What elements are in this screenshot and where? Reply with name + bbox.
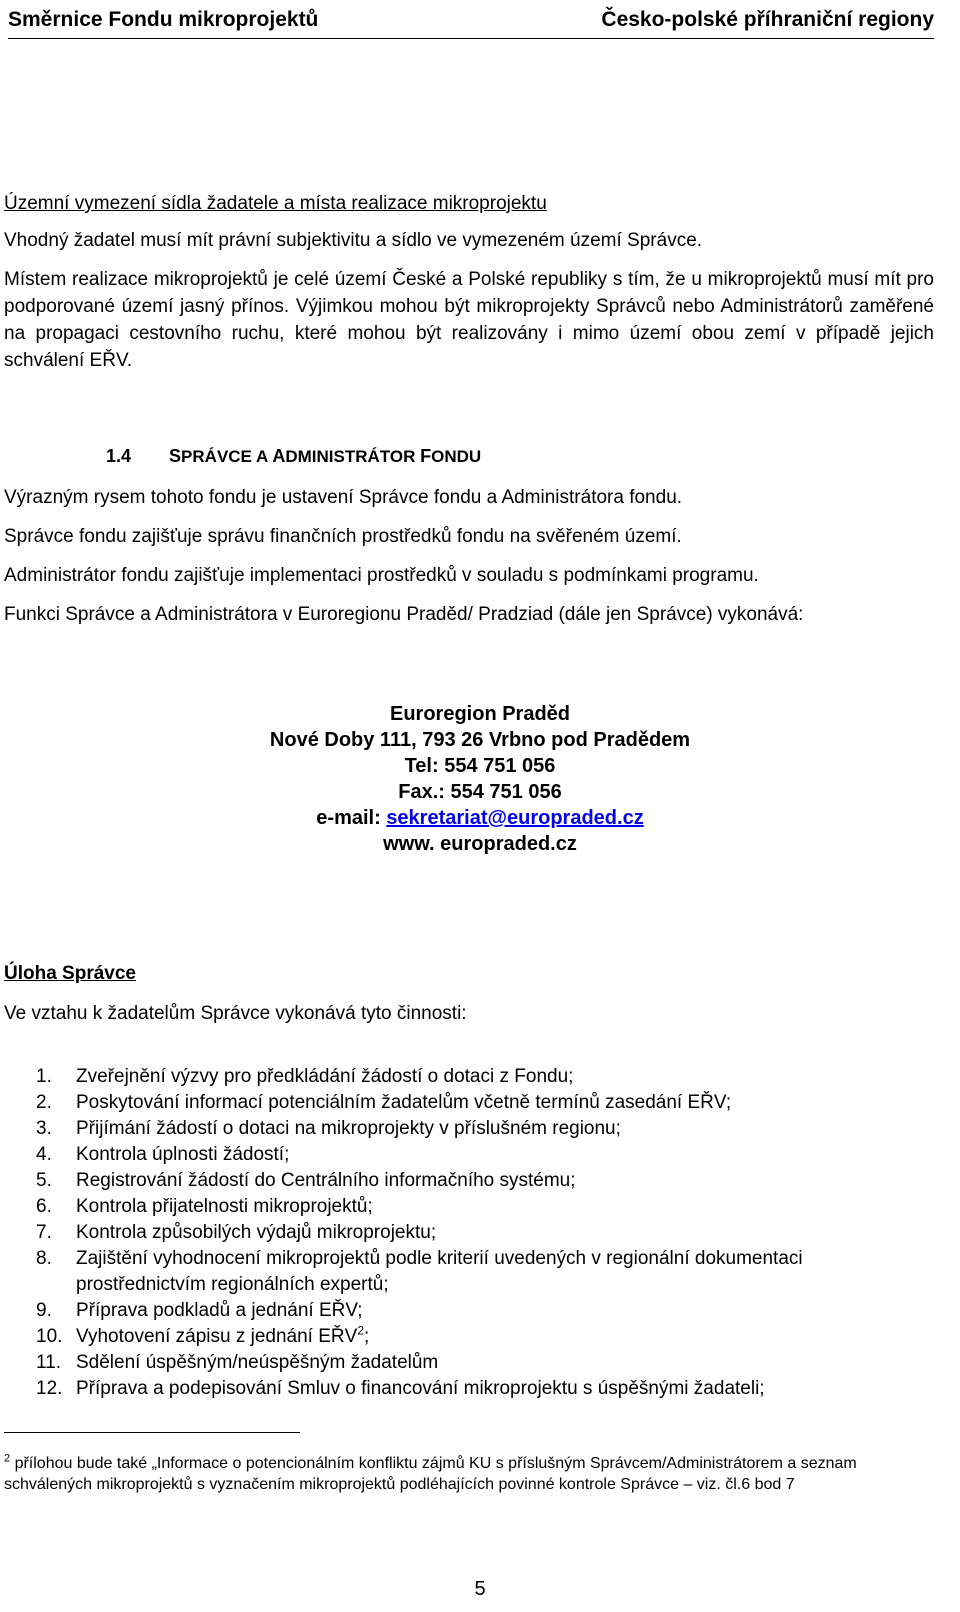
address-tel: Tel: 554 751 056 [404,755,556,777]
task-number: 5. [36,1170,52,1191]
task-text: Přijímání žádostí o dotaci na mikroprojekty v příslušném regionu; [76,1118,621,1139]
footnote-reference: 2 [357,1323,364,1338]
task-text: Zveřejnění výzvy pro předkládání žádostí o dotaci z Fondu; [76,1066,574,1087]
task-list-item [36,1168,930,1194]
body-paragraph-1: Výrazným rysem tohoto fondu je ustavení Správce fondu a Administrátora fondu. [4,487,683,508]
page-header [8,2,934,39]
task-list-item [36,1064,930,1090]
address-street: Nové Doby 111, 793 26 Vrbno pod Pradědem [269,729,691,751]
territory-paragraph-1: Vhodný žadatel musí mít právní subjektivitu a sídlo ve vymezeném území Správce. [4,230,703,251]
task-text: Registrování žádostí do Centrálního informačního systému; [76,1170,576,1191]
email-link[interactable]: sekretariat@europraded.cz [386,807,644,829]
address-email-line: e-mail: sekretariat@europraded.cz [316,807,644,829]
task-text: Poskytování informací potenciálním žadatelům včetně termínů zasedání EŘV; [76,1092,732,1113]
footnote [4,1453,930,1495]
section-heading: 1.4 SPRÁVCE A ADMINISTRÁTOR FONDU [106,446,482,466]
task-text: Zajištění vyhodnocení mikroprojektů podle kriterií uvedených v regionální dokumentaci prostřednictvím regionálních expertů; [76,1248,803,1295]
task-text: Kontrola přijatelnosti mikroprojektů; [76,1196,373,1217]
task-text: Kontrola způsobilých výdajů mikroprojektu; [76,1222,437,1243]
task-list-item [36,1194,930,1220]
task-list-item [36,1350,930,1376]
task-text: Příprava podkladů a jednání EŘV; [76,1300,363,1321]
task-list-item [36,1324,930,1350]
footnote-text: přílohou bude také „Informace o potencionálním konfliktu zájmů KU s příslušným Správcem/Administrátorem a seznam schválených mikroprojektů s vyznačením mikroprojektů podléhajících povinné kontrole Správce – viz. čl.6 bod 7 [4,1455,857,1493]
task-number: 4. [36,1144,52,1165]
task-text: Vyhotovení zápisu z jednání EŘV [76,1326,358,1347]
tasks-intro: Ve vztahu k žadatelům Správce vykonává tyto činnosti: [4,1003,467,1024]
task-number: 10. [36,1326,63,1347]
task-number: 1. [36,1066,52,1087]
task-list-item [36,1246,930,1298]
footnote-mark: 2 [4,1452,11,1465]
task-number: 8. [36,1248,52,1269]
page-number: 5 [474,1578,486,1600]
tasks-heading: Úloha Správce [4,963,136,984]
task-number: 9. [36,1300,52,1321]
address-web: www. europraded.cz [383,833,577,855]
task-number: 11. [36,1352,62,1373]
task-list-item [36,1142,930,1168]
task-number: 12. [36,1378,63,1399]
task-number: 7. [36,1222,52,1243]
address-fax: Fax.: 554 751 056 [398,781,562,803]
territory-heading: Územní vymezení sídla žadatele a místa realizace mikroprojektu [4,193,547,214]
body-paragraph-2: Správce fondu zajišťuje správu finančních prostředků fondu na svěřeném území. [4,526,682,547]
task-text: Příprava a podepisování Smluv o financování mikroprojektu s úspěšnými žadateli; [76,1378,765,1399]
footnote-divider [4,1432,300,1433]
body-paragraph-4: Funkci Správce a Administrátora v Euroregionu Praděd/ Pradziad (dále jen Správce) vykonává: [4,604,804,625]
task-list-item [36,1220,930,1246]
task-list-item [36,1298,930,1324]
task-number: 3. [36,1118,52,1139]
task-list-item [36,1116,930,1142]
task-number: 6. [36,1196,52,1217]
territory-paragraph-2: Místem realizace mikroprojektů je celé území České a Polské republiky s tím, že u mikroprojektů musí mít pro podporované území jasný přínos. Výjimkou mohou být mikroprojekty Správců nebo Administrátorů zaměřené na propagaci cestovního ruchu, které mohou být realizovány i mimo území obou zemí v případě jejich schválení EŘV. [4,269,934,371]
header-left-title: Směrnice Fondu mikroprojektů [8,8,319,31]
task-list-item [36,1376,930,1402]
task-text-suffix: ; [364,1326,370,1347]
task-text: Kontrola úplnosti žádostí; [76,1144,290,1165]
body-paragraph-3: Administrátor fondu zajišťuje implementaci prostředků v souladu s podmínkami programu. [4,565,759,586]
task-list-item [36,1090,930,1116]
address-name: Euroregion Praděd [389,703,571,725]
section-number: 1.4 [106,446,132,466]
task-text: Sdělení úspěšným/neúspěšným žadatelům [76,1352,439,1373]
task-number: 2. [36,1092,52,1113]
header-right-title: Česko-polské příhraniční regiony [601,8,934,31]
task-list [36,1064,930,1402]
